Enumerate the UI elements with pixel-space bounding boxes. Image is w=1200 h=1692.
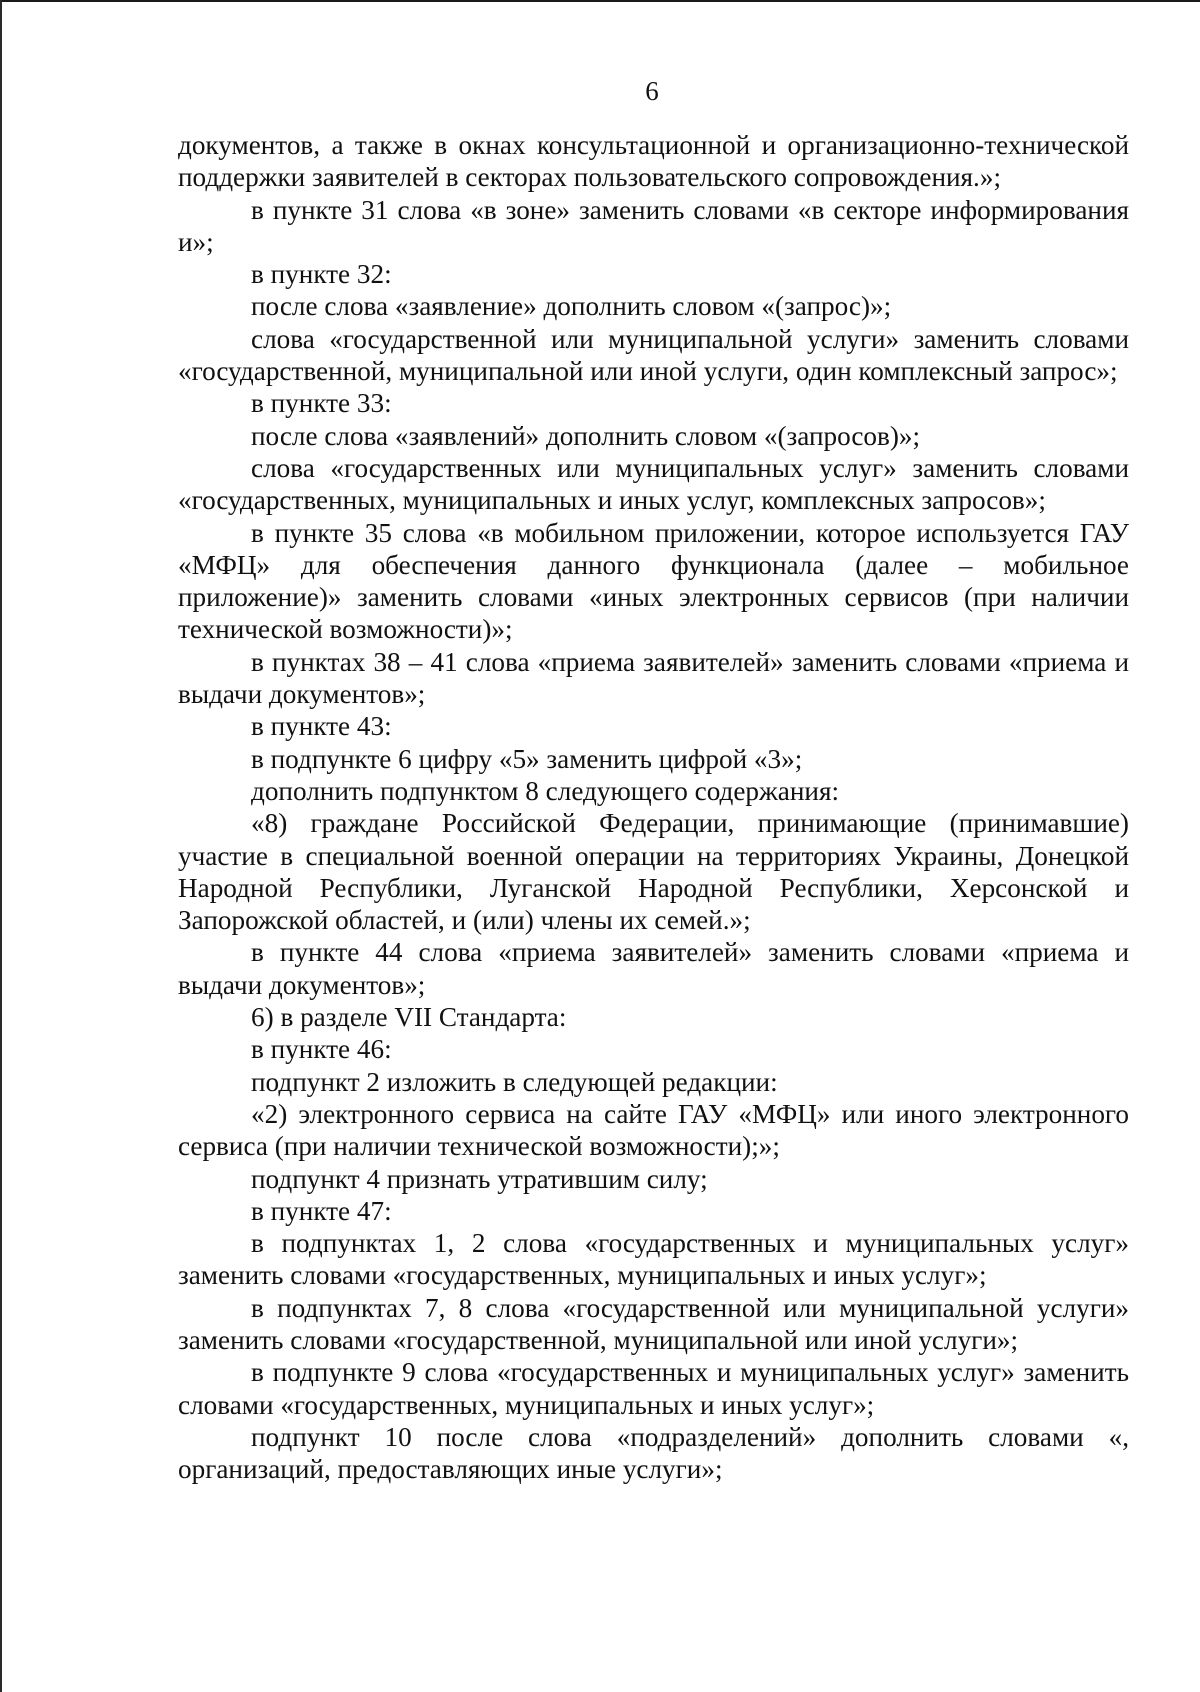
paragraph: дополнить подпунктом 8 следующего содержания: [251, 775, 840, 806]
paragraph: после слова «заявление» дополнить словом «(запрос)»; [251, 291, 892, 322]
paragraph: в подпункте 9 слова «государственных и муниципальных услуг» заменить словами «государственных, муниципальных и иных услуг»; [178, 1357, 1129, 1420]
scan-top-edge [0, 0, 1200, 2]
paragraph: подпункт 10 после слова «подразделений» дополнить словами «, организаций, предоставляющих иные услуги»; [178, 1421, 1129, 1485]
paragraph: в пункте 33: [251, 388, 392, 419]
page-number: 6 [645, 76, 659, 106]
paragraph: «2) электронного сервиса на сайте ГАУ «МФЦ» или иного электронного сервиса (при наличии технической возможности);»; [178, 1098, 1129, 1162]
paragraph: в пунктах 38 – 41 слова «приема заявителей» заменить словами «приема и выдачи документов»; [178, 646, 1129, 710]
paragraph: документов, а также в окнах консультационной и организационно-технической поддержки заявителей в секторах пользовательского сопровождения.»; [178, 130, 1129, 193]
paragraph: в пункте 47: [251, 1195, 392, 1226]
paragraph: в пункте 32: [251, 259, 392, 290]
paragraph: в пункте 31 слова «в зоне» заменить словами «в секторе информирования и»; [178, 194, 1129, 257]
paragraph: подпункт 4 признать утратившим силу; [251, 1163, 708, 1194]
paragraph: в пункте 46: [251, 1034, 392, 1065]
document-body [178, 129, 1129, 1485]
paragraph: после слова «заявлений» дополнить словом «(запросов)»; [251, 420, 921, 451]
paragraph: в пункте 43: [251, 711, 392, 742]
paragraph: подпункт 2 изложить в следующей редакции: [251, 1066, 778, 1097]
paragraph: в пункте 35 слова «в мобильном приложении, которое используется ГАУ «МФЦ» для обеспечения данного функционала (далее – мобильное приложение)» заменить словами «иных электронных сервисов (при наличии технической возможности)»; [178, 517, 1129, 645]
paragraph: в подпункте 6 цифру «5» заменить цифрой «3»; [251, 743, 803, 774]
paragraph: в подпунктах 7, 8 слова «государственной или муниципальной услуги» заменить словами «государственной, муниципальной или иной услуги»; [178, 1292, 1129, 1355]
paragraph: «8) граждане Российской Федерации, принимающие (принимавшие) участие в специальной военной операции на территориях Украины, Донецкой Народной Республики, Луганской Народной Республики, Херсонской и Запорожской областей, и (или) члены их семей.»; [178, 808, 1129, 936]
paragraph: слова «государственной или муниципальной услуги» заменить словами «государственной, муниципальной или иной услуги, один комплексный запрос»; [178, 323, 1129, 387]
paragraph: в пункте 44 слова «приема заявителей» заменить словами «приема и выдачи документов»; [178, 937, 1129, 1000]
paragraph: в подпунктах 1, 2 слова «государственных и муниципальных услуг» заменить словами «государственных, муниципальных и иных услуг»; [178, 1228, 1129, 1291]
paragraph: слова «государственных или муниципальных услуг» заменить словами «государственных, муниципальных и иных услуг, комплексных запросов»; [178, 452, 1129, 516]
paragraph: 6) в разделе VII Стандарта: [251, 1002, 567, 1033]
scan-left-edge [0, 0, 2, 1692]
